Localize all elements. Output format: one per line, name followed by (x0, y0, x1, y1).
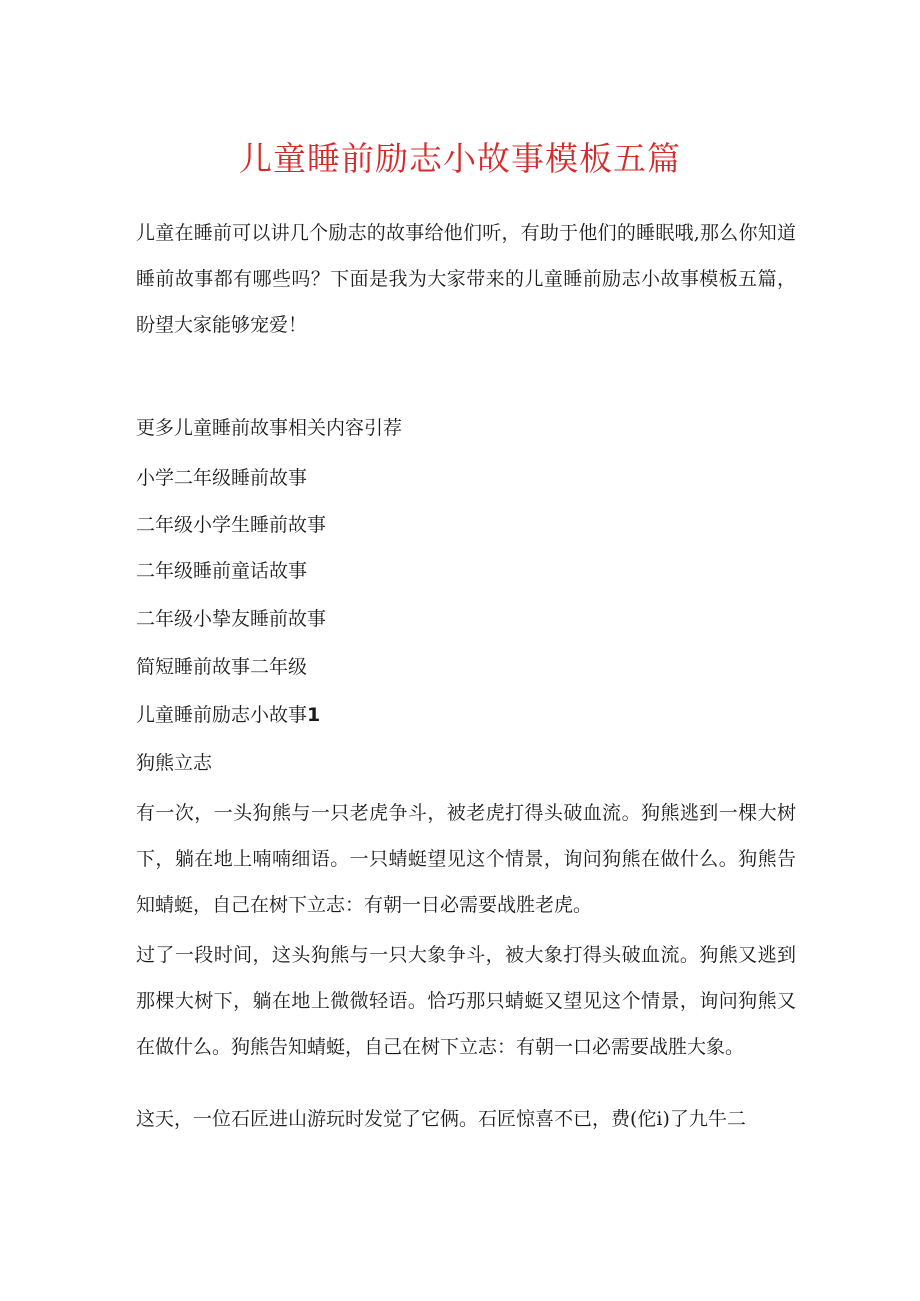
document-title: 儿童睡前励志小故事模板五篇 (239, 139, 681, 178)
related-link[interactable]: 二年级小学生睡前故事 (136, 514, 327, 536)
story-paragraph: 这天，一位石匠进山游玩时发觉了它俩。石匠惊喜不已，费(佗i)了九牛二 (136, 1108, 746, 1130)
related-link[interactable]: 简短睡前故事二年级 (136, 656, 308, 678)
intro-paragraph: 儿童在睡前可以讲几个励志的故事给他们听，有助于他们的睡眠哦,那么你知道睡前故事都有哪些吗？下面是我为大家带来的儿童睡前励志小故事模板五篇，盼望大家能够宠爱！ (136, 222, 796, 336)
story-paragraph: 过了一段时间，这头狗熊与一只大象争斗，被大象打得头破血流。狗熊又逃到那棵大树下，躺在地上微微轻语。恰巧那只蜻蜓又望见这个情景，询问狗熊又在做什么。狗熊告知蜻蜓，自己在树下立志：有朝一口必需要战胜大象。 (136, 944, 796, 1058)
related-link[interactable]: 小学二年级睡前故事 (136, 467, 308, 489)
related-heading: 更多儿童睡前故事相关内容引荐 (136, 417, 403, 439)
story-subtitle: 狗熊立志 (136, 752, 213, 774)
story-number: 1 (307, 704, 321, 726)
related-link[interactable]: 二年级小挚友睡前故事 (136, 608, 327, 630)
story-heading-text: 儿童睡前励志小故事 (136, 704, 308, 726)
related-link[interactable]: 二年级睡前童话故事 (136, 560, 308, 582)
story-heading (136, 701, 796, 729)
story-paragraph: 有一次，一头狗熊与一只老虎争斗，被老虎打得头破血流。狗熊逃到一棵大树下，躺在地上喃喃细语。一只蜻蜓望见这个情景，询问狗熊在做什么。狗熊告知蜻蜓，自己在树下立志：有朝一日必需要战胜老虎。 (136, 802, 796, 916)
